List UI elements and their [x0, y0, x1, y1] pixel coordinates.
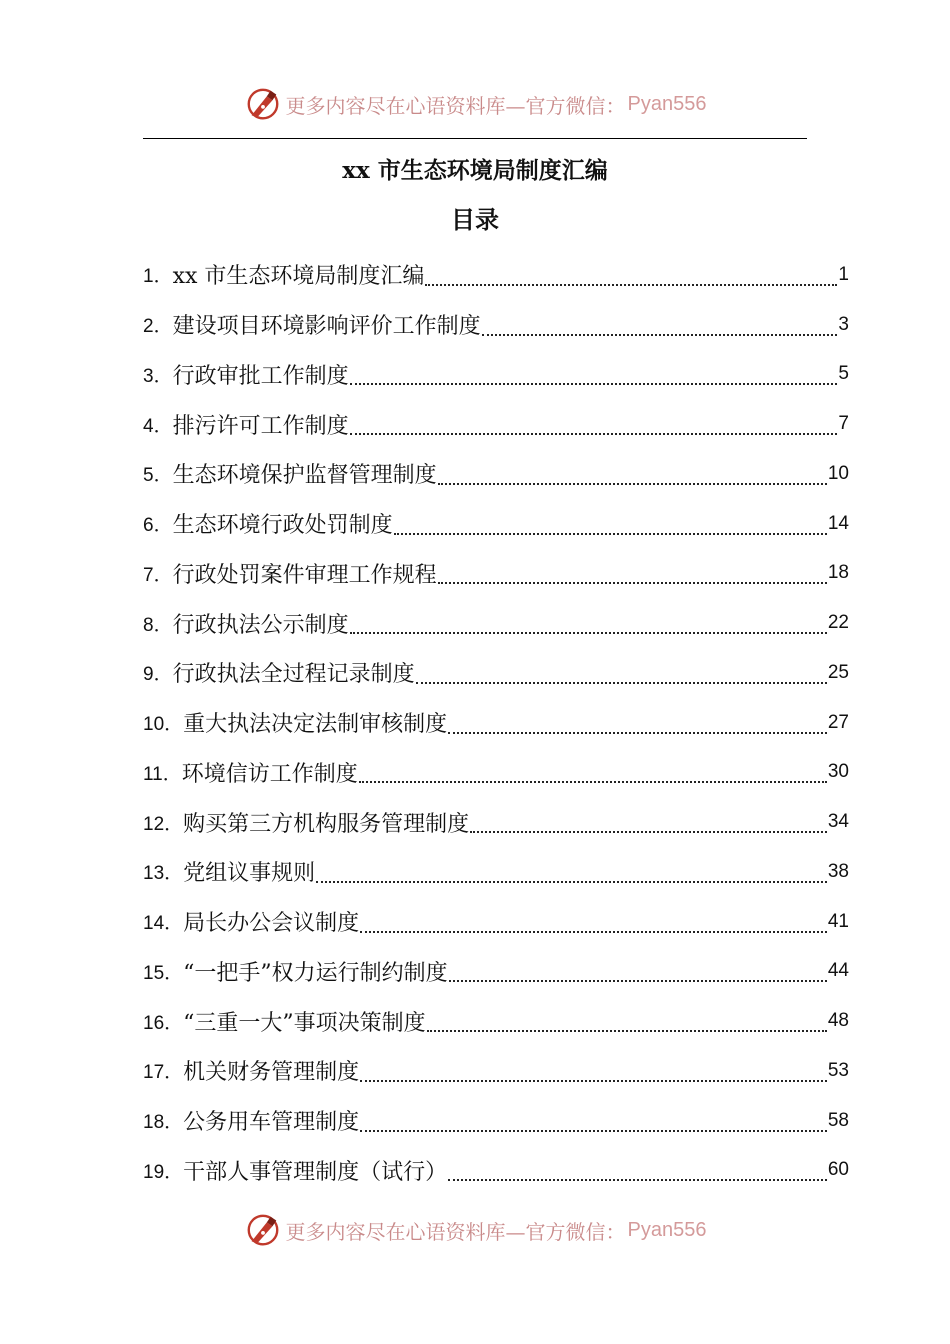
toc-entry[interactable]: [143, 698, 849, 748]
toc-leader-dots: [425, 284, 837, 286]
toc-entry-page: 27: [827, 711, 849, 733]
toc-entry-page: 1: [838, 263, 849, 285]
toc-entry-number: 19．: [143, 1161, 184, 1183]
toc-entry-title: 局长办公会议制度: [183, 911, 360, 937]
toc-leader-dots: [359, 781, 827, 783]
toc-entry-page: 18: [827, 562, 849, 584]
watermark-text: 更多内容尽在心语资料库—官方微信：: [285, 1219, 626, 1244]
toc-entry-number: 2．: [143, 316, 173, 338]
toc-entry-title: 干部人事管理制度（试行）: [183, 1159, 448, 1185]
toc-entry-title: xx 市生态环境局制度汇编: [172, 264, 425, 290]
toc-leader-dots: [316, 881, 827, 883]
toc-leader-dots: [350, 632, 827, 634]
toc-entry-title: 行政处罚案件审理工作规程: [172, 562, 437, 588]
toc-entry-page: 30: [827, 761, 849, 783]
toc-entry-number: 13．: [143, 863, 184, 885]
toc-entry-title: 排污许可工作制度: [172, 413, 349, 439]
toc-entry-page: 14: [827, 512, 849, 534]
watermark-footer: [0, 1210, 950, 1250]
toc-entry-title: “三重一大”事项决策制度: [183, 1010, 426, 1036]
toc-entry[interactable]: [143, 947, 849, 997]
table-of-contents: [143, 250, 849, 1195]
toc-entry-number: 16．: [143, 1012, 184, 1034]
toc-entry-number: 9．: [143, 664, 173, 686]
toc-entry[interactable]: [143, 897, 849, 947]
toc-entry[interactable]: [143, 598, 849, 648]
toc-entry-title: 重大执法决定法制审核制度: [183, 712, 448, 738]
toc-entry-page: 41: [827, 910, 849, 932]
toc-entry-number: 1．: [143, 266, 173, 288]
toc-entry-page: 10: [827, 462, 849, 484]
toc-entry-title: 党组议事规则: [183, 861, 316, 887]
toc-leader-dots: [438, 582, 827, 584]
toc-entry-page: 25: [827, 661, 849, 683]
document-title: xx 市生态环境局制度汇编: [342, 157, 608, 184]
toc-entry-page: 48: [827, 1010, 849, 1032]
watermark-handle: Pyan556: [627, 92, 707, 115]
toc-entry-page: 7: [838, 413, 849, 435]
toc-entry-number: 4．: [143, 415, 173, 437]
toc-entry-title: 生态环境保护监督管理制度: [172, 463, 437, 489]
toc-entry-number: 7．: [143, 564, 173, 586]
toc-leader-dots: [416, 682, 827, 684]
toc-entry-number: 14．: [143, 913, 184, 935]
toc-leader-dots: [360, 1130, 827, 1132]
toc-entry-number: 5．: [143, 465, 173, 487]
toc-entry-number: 17．: [143, 1062, 184, 1084]
watermark-text: 更多内容尽在心语资料库—官方微信：: [285, 93, 626, 118]
watermark-handle: Pyan556: [627, 1218, 707, 1241]
toc-entry-page: 58: [827, 1109, 849, 1131]
toc-entry-title: 建设项目环境影响评价工作制度: [172, 314, 481, 340]
toc-entry-page: 5: [838, 363, 849, 385]
toc-entry-title: 机关财务管理制度: [183, 1060, 360, 1086]
toc-entry-number: 6．: [143, 515, 173, 537]
toc-entry-title: “一把手”权力运行制约制度: [183, 960, 448, 986]
toc-entry-title: 行政执法全过程记录制度: [172, 662, 415, 688]
toc-entry[interactable]: [143, 797, 849, 847]
toc-entry-number: 8．: [143, 614, 173, 636]
toc-entry-title: 生态环境行政处罚制度: [172, 513, 393, 539]
toc-entry[interactable]: [143, 648, 849, 698]
toc-heading: 目录: [451, 205, 499, 234]
toc-leader-dots: [448, 1179, 827, 1181]
toc-entry-page: 44: [827, 960, 849, 982]
toc-entry-page: 53: [827, 1059, 849, 1081]
toc-entry-title: 公务用车管理制度: [183, 1110, 360, 1136]
toc-entry[interactable]: [143, 350, 849, 400]
toc-entry[interactable]: [143, 1146, 849, 1196]
toc-entry-page: 38: [827, 860, 849, 882]
toc-entry-number: 10．: [143, 714, 184, 736]
toc-entry[interactable]: [143, 549, 849, 599]
toc-entry[interactable]: [143, 300, 849, 350]
toc-entry-page: 60: [827, 1159, 849, 1181]
toc-leader-dots: [350, 433, 838, 435]
toc-entry-title: 购买第三方机构服务管理制度: [183, 811, 470, 837]
toc-entry[interactable]: [143, 1096, 849, 1146]
toc-leader-dots: [470, 831, 827, 833]
toc-entry-title: 行政执法公示制度: [172, 612, 349, 638]
toc-leader-dots: [448, 732, 827, 734]
toc-entry[interactable]: [143, 748, 849, 798]
toc-entry-number: 3．: [143, 365, 173, 387]
toc-entry[interactable]: [143, 399, 849, 449]
toc-entry[interactable]: [143, 499, 849, 549]
toc-entry[interactable]: [143, 847, 849, 897]
toc-entry-page: 22: [827, 612, 849, 634]
toc-entry[interactable]: [143, 996, 849, 1046]
toc-leader-dots: [438, 483, 827, 485]
toc-entry[interactable]: [143, 1046, 849, 1096]
toc-entry[interactable]: [143, 449, 849, 499]
pen-nib-icon: [244, 85, 282, 123]
toc-leader-dots: [360, 931, 827, 933]
toc-leader-dots: [350, 383, 838, 385]
header-rule: [143, 138, 807, 139]
toc-leader-dots: [427, 1030, 827, 1032]
toc-leader-dots: [394, 533, 827, 535]
toc-leader-dots: [449, 980, 827, 982]
toc-entry-title: 环境信访工作制度: [181, 761, 358, 787]
toc-leader-dots: [360, 1080, 827, 1082]
toc-entry[interactable]: [143, 250, 849, 300]
toc-entry-number: 15．: [143, 962, 184, 984]
toc-entry-number: 12．: [143, 813, 184, 835]
pen-nib-icon: [244, 1211, 282, 1249]
toc-entry-title: 行政审批工作制度: [172, 363, 349, 389]
toc-entry-page: 34: [827, 811, 849, 833]
toc-entry-number: 18．: [143, 1112, 184, 1134]
toc-entry-page: 3: [838, 313, 849, 335]
toc-leader-dots: [482, 334, 838, 336]
watermark-header: [0, 84, 950, 124]
toc-entry-number: 11．: [143, 763, 182, 785]
